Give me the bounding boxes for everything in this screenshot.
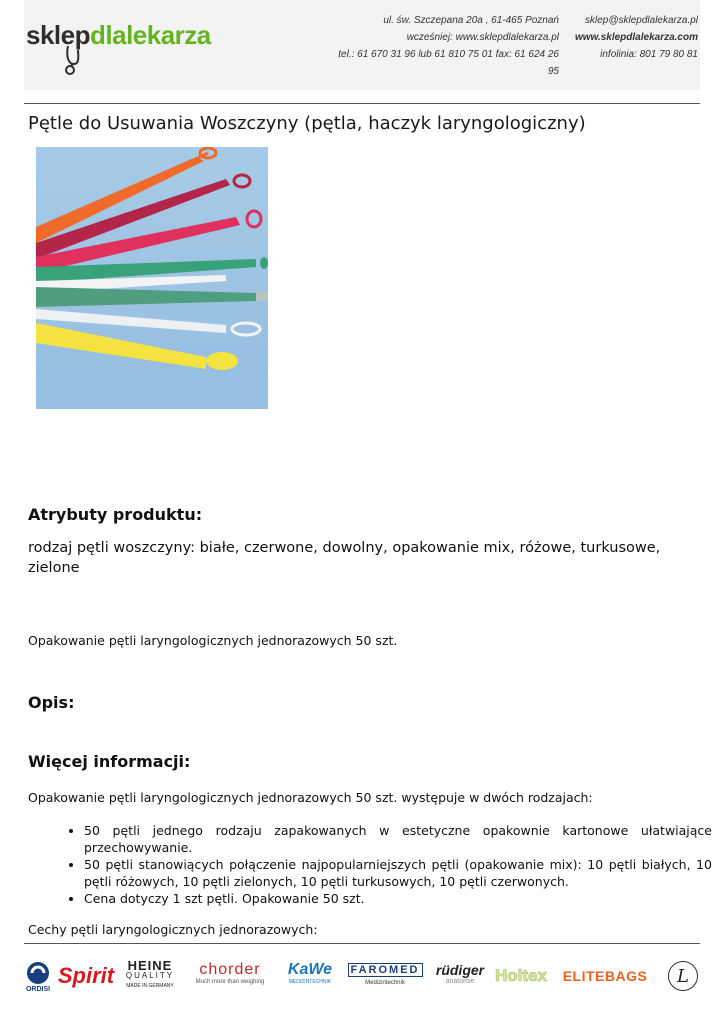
ordisi-label: ORDISI <box>25 985 51 993</box>
attributes-text: rodzaj pętli woszczyny: białe, czerwone, dowolny, opakowanie mix, różowe, turkusowe, zielone <box>28 540 661 576</box>
phone-text: tel.: 61 670 31 96 lub 61 810 75 01 fax: 61 624 26 95 <box>338 49 559 77</box>
logo-part-green: dlalekarza <box>90 20 211 50</box>
address-text: ul. św. Szczepana 20a , 61-465 Poznań <box>383 15 559 26</box>
faromed-logo[interactable]: FAROMED Medizintechnik <box>346 948 424 1004</box>
rudiger-logo[interactable]: rüdiger anatomie <box>435 962 485 985</box>
shop-logo[interactable] <box>26 20 211 51</box>
logo-part-dark: sklep <box>26 20 90 50</box>
brand-logos-bar <box>24 948 700 1004</box>
list-item: • 50 pętli jednego rodzaju zapakowanych w estetyczne opakownie kartonowe ułatwiające przechowywanie. <box>84 822 712 856</box>
spirit-logo[interactable]: Spirit <box>57 963 115 988</box>
infoline-text: infolinia: 801 79 80 81 <box>600 49 698 60</box>
littmann-logo[interactable]: L <box>666 948 700 1004</box>
email-link[interactable]: sklep@sklepdlalekarza.pl <box>585 15 698 26</box>
footer-divider <box>24 943 700 944</box>
more-info-intro: Opakowanie pętli laryngologicznych jednorazowych 50 szt. występuje w dwóch rodzajach: <box>28 790 593 805</box>
holtex-logo[interactable]: Holtex <box>495 966 547 985</box>
features-text: Cechy pętli laryngologicznych jednorazowych: <box>28 922 318 937</box>
attributes-heading: Atrybuty produktu: <box>28 505 203 524</box>
stethoscope-icon <box>64 46 88 76</box>
description-heading: Opis: <box>28 693 75 712</box>
website-link[interactable]: www.sklepdlalekarza.com <box>574 32 698 43</box>
product-title: Pętle do Usuwania Woszczyny (pętla, haczyk laryngologiczny) <box>28 113 586 134</box>
ordisi-logo[interactable] <box>24 948 52 1004</box>
list-item: • Cena dotyczy 1 szt pętli. Opakowanie 50 szt. <box>84 890 712 907</box>
header-divider <box>24 103 700 104</box>
ordisi-emblem-icon <box>26 960 50 986</box>
heine-logo[interactable]: HEINE QUALITY MADE IN GERMANY <box>125 958 175 989</box>
list-item: • 50 pętli stanowiących połączenie najpopularniejszych pętli (opakowanie mix): 10 pętli białych, 10 pętli różowych, 10 pętli zielonych, 10 pętli turkusowych, 10 pętli czerwonych. <box>84 856 712 890</box>
chorder-logo[interactable]: chorder Much more than weighing <box>195 961 265 985</box>
package-text: Opakowanie pętli laryngologicznych jednorazowych 50 szt. <box>28 633 398 648</box>
package-types-list <box>66 822 712 907</box>
page-header <box>24 0 700 90</box>
elitebags-logo[interactable]: ELITEBAGS <box>562 968 648 984</box>
more-info-heading: Więcej informacji: <box>28 752 191 771</box>
earlier-website-link[interactable]: wcześniej: www.sklepdlalekarza.pl <box>406 32 559 43</box>
product-photo <box>36 147 268 409</box>
kawe-logo[interactable]: KaWe MEDIZINTECHNIK <box>287 961 333 985</box>
contact-online-block <box>564 12 698 63</box>
contact-address-block <box>334 12 559 80</box>
